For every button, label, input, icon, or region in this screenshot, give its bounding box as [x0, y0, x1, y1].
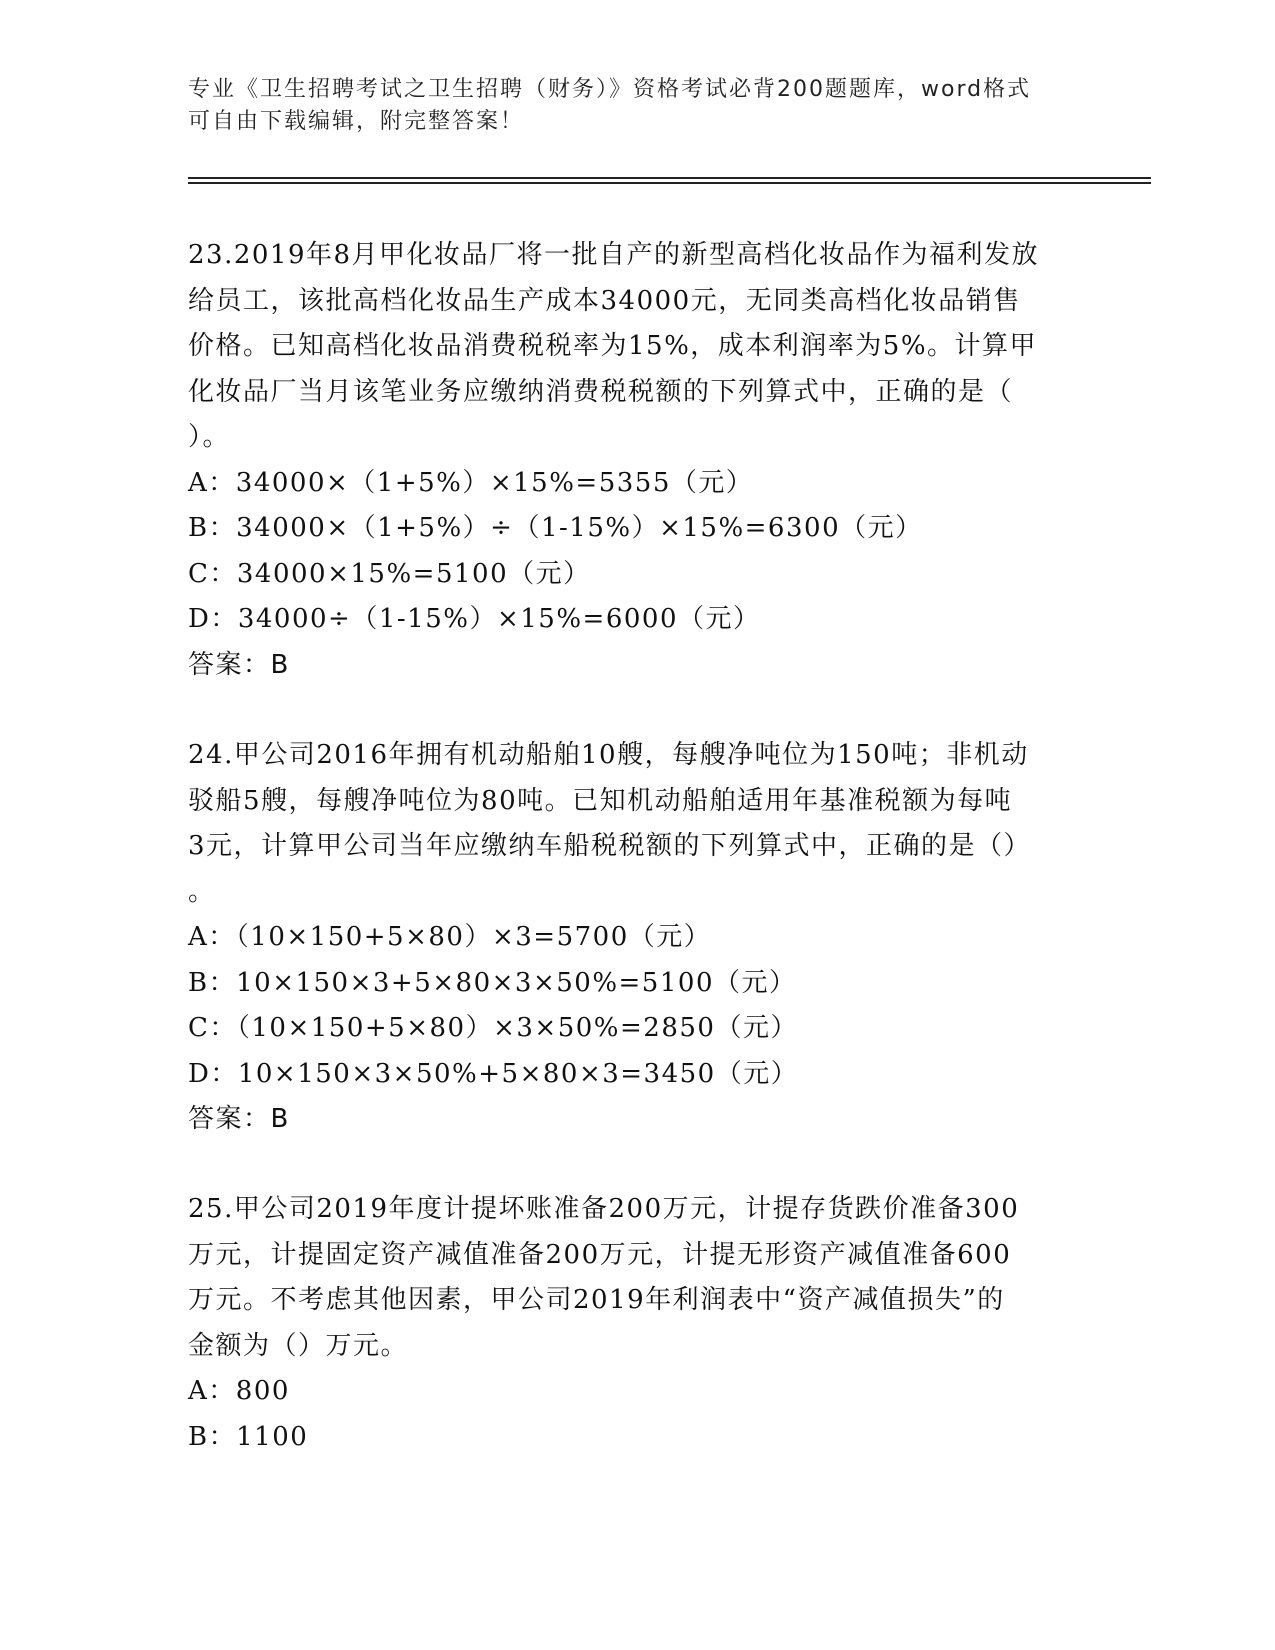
document-header — [188, 74, 1078, 138]
question-stem-line: 23.2019年8月甲化妆品厂将一批自产的新型高档化妆品作为福利发放 — [188, 240, 1040, 270]
option-c: C：34000×15%=5100（元） — [188, 558, 591, 589]
option-d: D：10×150×3×50%+5×80×3=3450（元） — [188, 1058, 799, 1089]
question-stem-line: 万元，计提固定资产减值准备200万元，计提无形资产减值准备600 — [188, 1239, 1012, 1270]
option-d: D：34000÷（1-15%）×15%=6000（元） — [188, 604, 761, 634]
question-stem-line: 。 — [188, 876, 216, 907]
option-b: B：1100 — [188, 1421, 309, 1452]
question-stem-line: ）。 — [188, 422, 231, 452]
question-stem-line: 25.甲公司2019年度计提坏账准备200万元，计提存货跌价准备300 — [188, 1194, 1020, 1224]
question-stem-line: 驳船5艘，每艘净吨位为80吨。已知机动船舶适用年基准税额为每吨 — [188, 785, 1013, 816]
question-stem-line: 万元。不考虑其他因素，甲公司2019年利润表中“资产减值损失”的 — [188, 1285, 1005, 1315]
option-b: B：10×150×3+5×80×3×50%=5100（元） — [188, 967, 797, 998]
question-23 — [188, 233, 1088, 688]
header-line-2: 可自由下载编辑，附完整答案！ — [188, 109, 525, 134]
question-stem-line: 24.甲公司2016年拥有机动船舶10艘，每艘净吨位为150吨；非机动 — [188, 740, 1029, 770]
option-b: B：34000×（1+5%）÷（1-15%）×15%=6300（元） — [188, 513, 923, 543]
header-line-1: 专业《卫生招聘考试之卫生招聘（财务）》资格考试必背200题题库，word格式 — [188, 77, 1032, 102]
question-24 — [188, 733, 1088, 1143]
option-a: A：34000×（1+5%）×15%=5355（元） — [188, 467, 754, 498]
option-c: C：（10×150+5×80）×3×50%=2850（元） — [188, 1013, 798, 1043]
answer-label: 答案：B — [188, 649, 290, 680]
header-divider-top — [188, 177, 1151, 179]
option-a: A：800 — [188, 1376, 290, 1406]
question-stem-line: 给员工，该批高档化妆品生产成本34000元，无同类高档化妆品销售 — [188, 285, 1021, 316]
question-stem-line: 金额为（）万元。 — [188, 1330, 409, 1361]
question-25 — [188, 1187, 1088, 1460]
question-stem-line: 3元，计算甲公司当年应缴纳车船税税额的下列算式中，正确的是（） — [188, 831, 1032, 861]
option-a: A：（10×150+5×80）×3=5700（元） — [188, 922, 712, 952]
question-stem-line: 价格。已知高档化妆品消费税税率为15%，成本利润率为5%。计算甲 — [188, 331, 1038, 361]
header-divider-bottom — [188, 182, 1151, 184]
answer-label: 答案：B — [188, 1104, 290, 1134]
question-stem-line: 化妆品厂当月该笔业务应缴纳消费税税额的下列算式中，正确的是（ — [188, 376, 1014, 407]
